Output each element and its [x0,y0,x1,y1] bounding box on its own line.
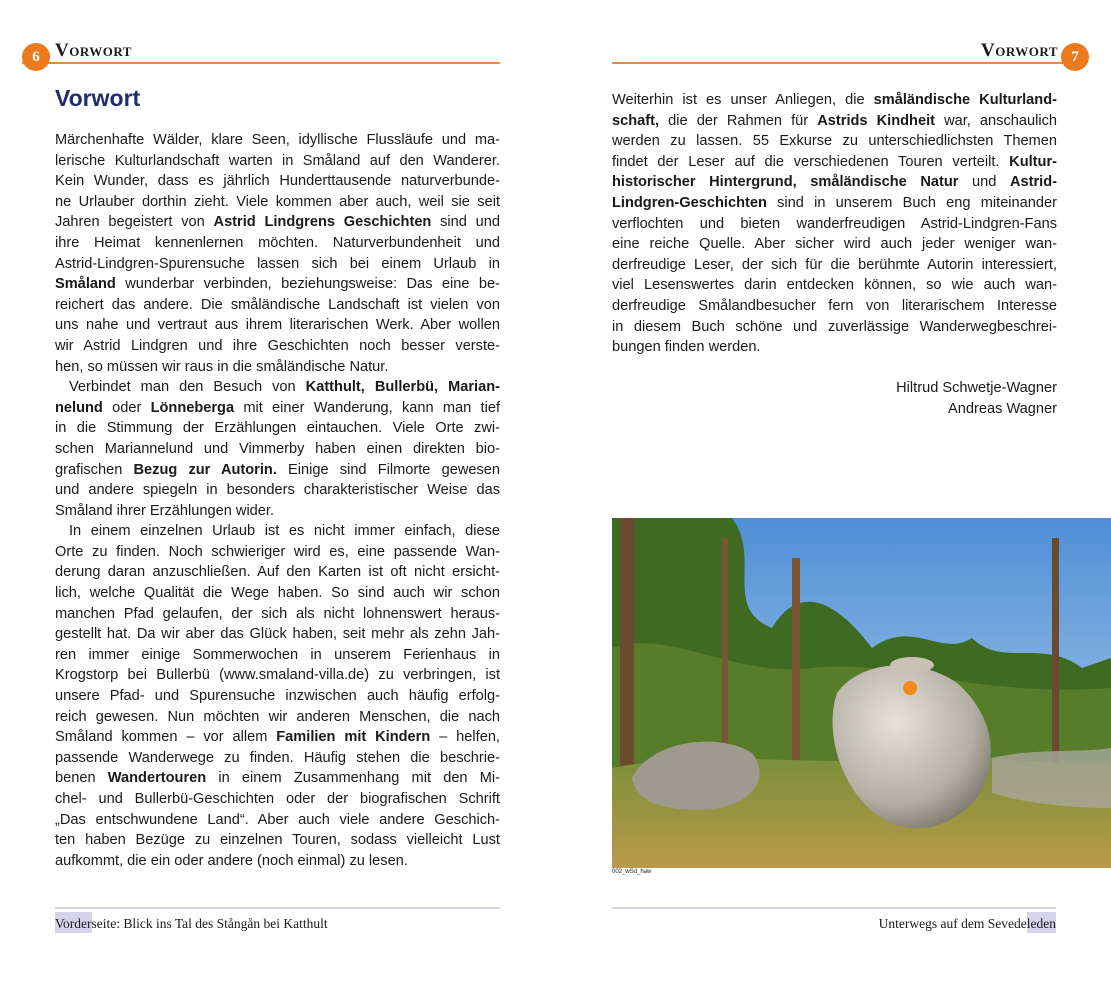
text-line [55,192,500,213]
text-line [55,295,500,316]
right-body-text [612,90,1057,358]
right-footer [879,915,1056,933]
text: unsere Pfad- und Spurensuche inzwischen auch häufig erfolg- [55,688,500,705]
bold-text: Astrid- [1009,174,1057,191]
text: Astrid-Lindgren-Spurensuche lassen sich bei einem Urlaub in [55,255,500,272]
text: Orte zu finden. Noch schwieriger wird es, eine passende Wan- [55,543,500,560]
text: wunderbar verbinden, beziehungsweise: Das eine be- [115,276,500,293]
text-line [55,274,500,295]
text: benen [55,770,108,787]
text: Småland kommen – vor allem [55,729,277,746]
trail-marker [903,681,917,695]
text-line [612,255,1057,276]
text-line [55,501,500,522]
bold-text: småländische Kulturland- [873,92,1057,108]
text: – helfen, [430,729,500,746]
text-line [55,707,500,728]
text: Märchenhafte Wälder, klare Seen, idyllische Flussläufe und ma- [55,132,500,148]
text: ten haben Bezüge zu einzelnen Touren, sodass vielleicht Lust [55,832,500,849]
text-line [55,665,500,686]
text: eine reiche Quelle. Aber sicher wird auch jeder weniger wan- [612,236,1057,253]
text-line [55,212,500,233]
text: chel- und Bullerbü-Geschichten oder der biografischen Schrift [55,791,500,807]
text: manchen Pfad gelaufen, der sich als nicht lohnenswert heraus- [55,605,500,622]
text-line [612,317,1057,338]
text: ren immer einige Sommerwochen in unserem Ferienhaus in [55,646,500,663]
bold-text: nelund [55,399,103,416]
text-line [612,234,1057,255]
footer-highlight: Vorder [55,912,92,933]
text: reich gewesen. Nun möchten wir anderen Menschen, die nach [55,708,500,725]
text-line [612,193,1057,214]
text: viel Lesenswertes darin entdecken können, so wie auch wan- [612,277,1057,294]
text-line [55,748,500,769]
text: wir Astrid Lindgren und ihre Geschichten noch besser verste- [55,337,500,354]
text-line [55,604,500,625]
text-line [55,810,500,831]
bold-text: Småland [55,276,116,293]
text-line [55,768,500,789]
text: Krogstorp bei Bullerbü (www.smaland-villa.de) zu verbringen, ist [55,667,500,684]
bold-text: Familien mit Kindern [276,729,431,746]
text-line [55,542,500,563]
text-line [55,233,500,254]
bold-text: Katthult, Bullerbü, Marian- [305,379,501,396]
text: verflochten und bieten wanderfreudigen Astrid-Lindgren-Fans [612,215,1057,232]
bold-text: Kultur- [1009,153,1057,170]
text: In einem einzelnen Urlaub ist es nicht immer einfach, diese [69,523,500,540]
text-line [55,830,500,851]
text-line [55,789,500,810]
text-line [55,460,500,481]
text: hen, so müssen wir raus in die småländische Natur. [55,358,389,375]
text: sind in unserem Buch eng miteinander [766,194,1057,211]
bold-text: Lönneberga [150,399,235,416]
text-line [55,521,500,542]
text: „Das entschwundene Land“. Aber auch viele andere Geschich- [55,811,500,828]
bold-text: Wandertouren [107,770,207,787]
text: die der Rahmen für [659,112,818,129]
text: Weiterhin ist es unser Anliegen, die [612,92,874,108]
text-line [55,480,500,501]
text-line [612,296,1057,317]
text: Verbindet man den Besuch von [69,379,306,396]
text-line [55,583,500,604]
text: Jahren begeistert von [55,214,214,231]
footer-text: seite: Blick ins Tal des Stångån bei Katthult [91,916,328,931]
right-footer-rule [612,907,1056,909]
text-line [612,172,1057,193]
footer-highlight: leden [1027,912,1056,933]
text-line [55,562,500,583]
left-footer-rule [55,907,500,909]
text: Kein Wunder, dass es jährlich Hunderttausende naturverbunde- [55,173,500,190]
bold-text: Astrids Kindheit [817,112,935,129]
bold-text: historischer Hintergrund, småländische Natur [612,174,959,191]
bold-text: schaft, [612,112,660,129]
text-line [55,851,500,872]
text: derfreudige Leser, der sich für die berühmte Autorin interessiert, [612,256,1057,273]
text-line [612,152,1057,173]
left-body-text [55,130,500,871]
signatures [612,378,1057,419]
text-line [55,315,500,336]
text: in diesem Buch schöne und zuverlässige Wanderwegbeschrei- [612,318,1057,335]
page-number-right: 7 [1061,43,1089,71]
text: ne Urlauber dorthin zieht. Viele kommen aber auch, weil sie seit [55,193,500,210]
signature-1: Hiltrud Schwetje-Wagner [896,380,1057,396]
text-line [55,130,500,151]
running-head-left: Vorwort [55,40,132,61]
text-line [55,336,500,357]
left-header-rule [22,62,500,64]
bold-text: Bezug zur Autorin. [133,461,277,478]
forest-boulder-photo [612,518,1111,868]
running-head-right: Vorwort [981,40,1058,61]
text-line [55,171,500,192]
text: und andere spiegeln in besonders charakteristischer Weise das [55,482,500,499]
text-line [55,377,500,398]
text: ihre Heimat kennenlernen möchten. Naturverbundenheit und [55,234,500,251]
text: lich, welche Qualität die Wege haben. So sind auch wir schon [55,585,500,602]
text-line [55,151,500,172]
text-line [55,418,500,439]
bold-text: Lindgren-Geschichten [612,194,767,211]
signature-2: Andreas Wagner [948,400,1057,417]
text-line [55,624,500,645]
page-number-left: 6 [22,43,50,71]
text-line [612,337,1057,358]
text-line [55,645,500,666]
text: schen Mariannelund und Vimmerby haben einen direkten bio- [55,440,500,457]
text: mit einer Wanderung, kann man tief [234,399,500,416]
text-line [612,111,1057,132]
text: sind und [431,214,501,231]
right-header-rule [612,62,1075,64]
photo-caption: 002_wSd_haw [612,869,652,875]
text: Einige sind Filmorte gewesen [276,461,500,478]
text-line [55,439,500,460]
text: derung daran anzuschließen. Auf den Karten ist oft nicht ersicht- [55,564,500,581]
text-line [612,214,1057,235]
text-line [612,90,1057,111]
text: findet der Leser auf die verschiedenen Touren verteilt. [612,153,1010,170]
chapter-title: Vorwort [55,85,141,111]
text: reichert das andere. Die småländische Landschaft ist vielen von [55,296,500,313]
text: und [958,174,1010,191]
text: in einem Zusammenhang mit den Mi- [206,770,501,787]
text-line [612,275,1057,296]
text: oder [102,399,151,416]
text: bungen finden werden. [612,339,761,356]
left-footer [55,915,328,933]
text: werden zu lassen. 55 Exkurse zu unterschiedlichsten Themen [612,133,1057,150]
text: grafischen [55,461,134,478]
footer-text: Unterwegs auf dem Sevede [878,916,1027,931]
text-line [612,131,1057,152]
text: Småland ihrer Erzählungen wider. [55,502,275,519]
text: derfreudige Smålandbesucher fern von literarischem Interesse [612,297,1057,314]
text: uns nahe und vertraut aus ihrem literarischen Werk. Aber wollen [55,317,500,334]
text: aufkommt, die ein oder andere (noch einmal) zu lesen. [55,852,408,869]
text: lerische Kulturlandschaft warten in Småland auf den Wanderer. [55,152,500,169]
text-line [55,254,500,275]
bold-text: Astrid Lindgrens Geschichten [213,214,432,231]
text: passende Wanderwege zu finden. Häufig stehen die beschrie- [55,749,500,766]
text: in die Stimmung der Erzählungen eintauchen. Viele Orte zwi- [55,420,500,437]
text-line [55,727,500,748]
text-line [55,357,500,378]
text-line [55,398,500,419]
text: gestellt hat. Da wir aber das Glück haben, seit mehr als zehn Jah- [55,626,500,643]
text-line [55,686,500,707]
text: war, anschaulich [934,112,1057,129]
